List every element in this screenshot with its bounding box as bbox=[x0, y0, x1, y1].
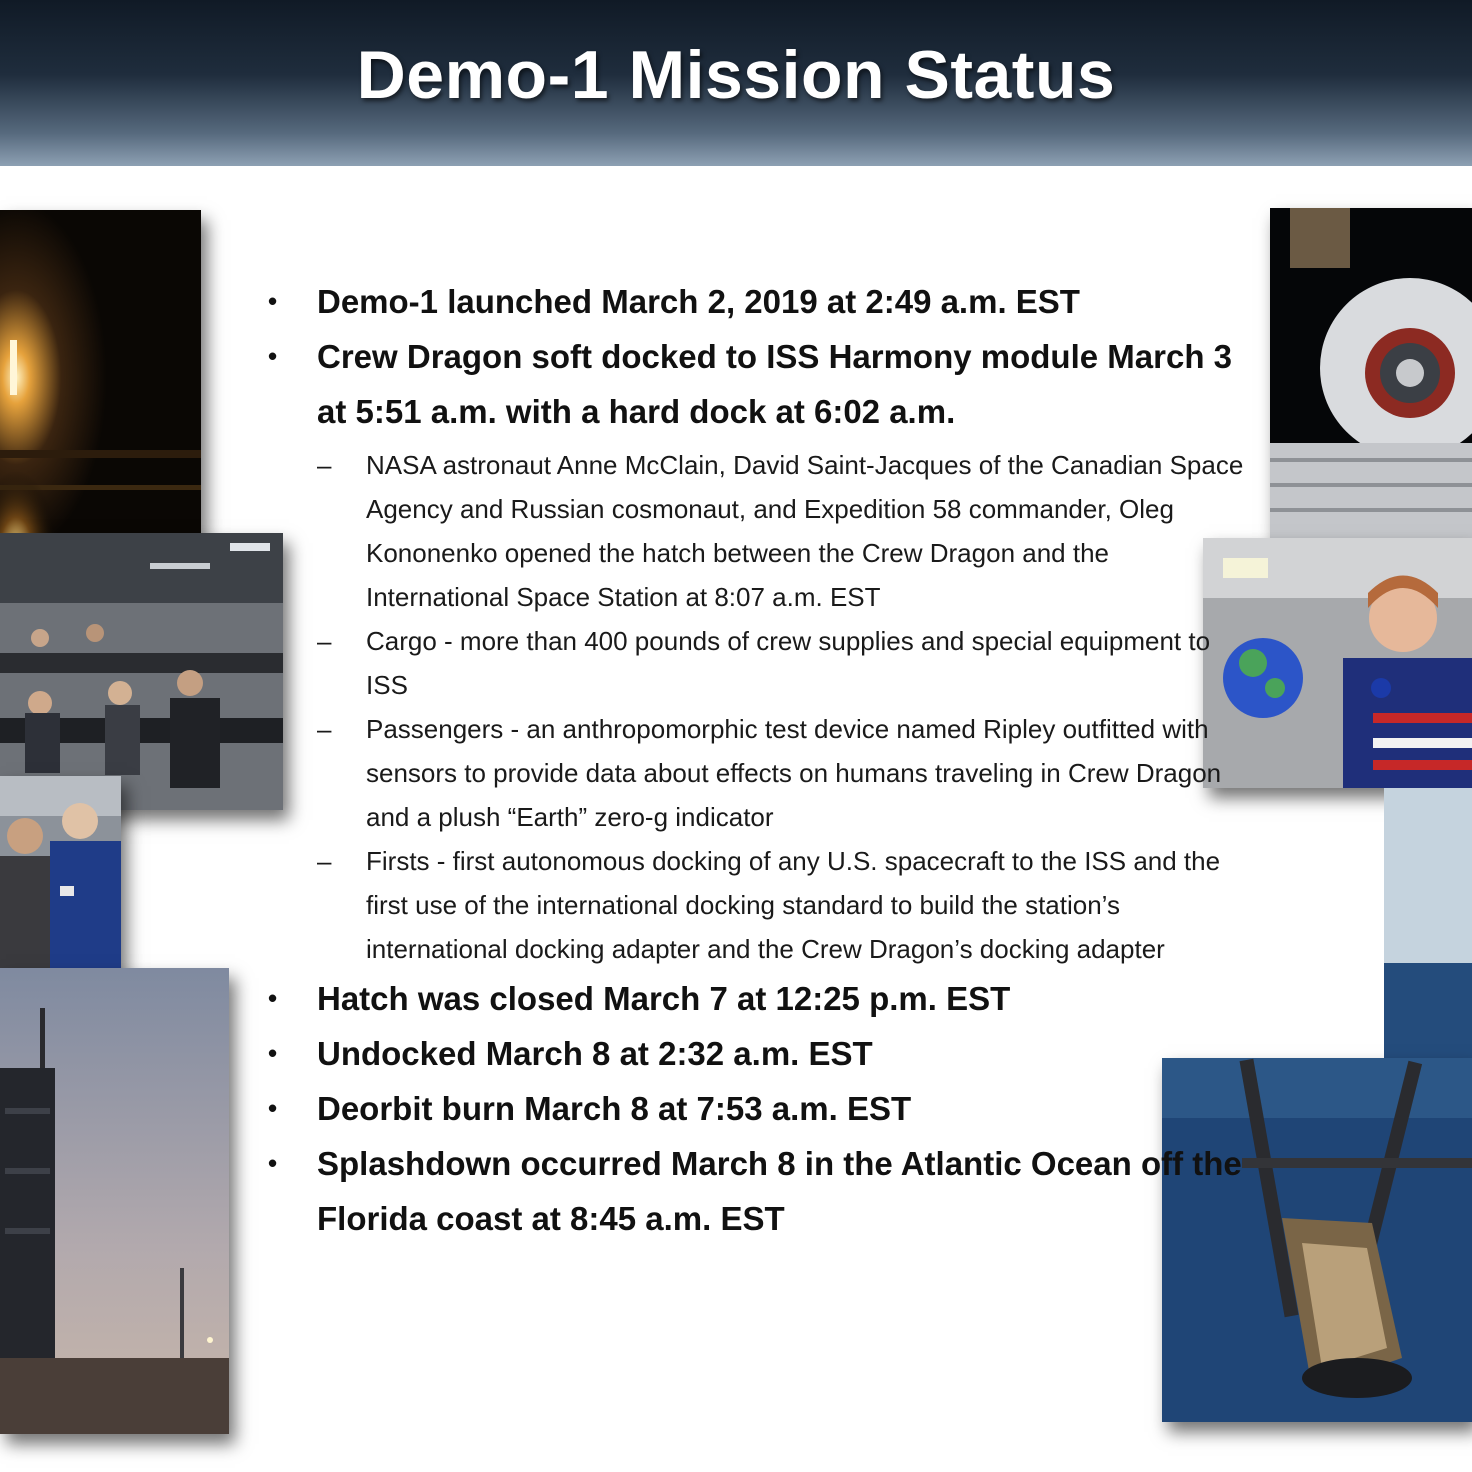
sub-bullet-item bbox=[262, 707, 1252, 839]
slide-title: Demo-1 Mission Status bbox=[356, 37, 1116, 113]
bullet-text: Splashdown occurred March 8 in the Atlantic Ocean off the Florida coast at 8:45 a.m. EST bbox=[317, 1145, 1242, 1237]
bullet-item bbox=[262, 274, 1252, 329]
photo-control-room bbox=[0, 533, 283, 810]
bullet-dot: • bbox=[268, 1038, 278, 1068]
bullet-dot: • bbox=[268, 286, 278, 316]
bullet-text: Hatch was closed March 7 at 12:25 p.m. EST bbox=[317, 980, 1011, 1017]
photo-astronauts-watching bbox=[0, 776, 121, 1000]
sub-bullet-text: Firsts - first autonomous docking of any U.S. spacecraft to the ISS and the first use of the international docking standard to build the station’s international docking adapter and the Crew Dragon’s docking adapter bbox=[366, 846, 1221, 964]
bullet-item bbox=[262, 329, 1252, 439]
sub-bullet-item bbox=[262, 839, 1252, 971]
bullet-dot: • bbox=[268, 341, 278, 371]
title-banner bbox=[0, 0, 1472, 166]
sub-bullet-dash: – bbox=[317, 450, 332, 480]
photo-ocean bbox=[1384, 788, 1472, 1058]
sub-bullet-item bbox=[262, 443, 1252, 619]
bullet-item bbox=[262, 1136, 1252, 1246]
sub-bullet-text: Cargo - more than 400 pounds of crew supplies and special equipment to ISS bbox=[366, 626, 1211, 700]
bullet-text: Demo-1 launched March 2, 2019 at 2:49 a.m. EST bbox=[317, 283, 1080, 320]
sub-bullet-dash: – bbox=[317, 846, 332, 876]
bullet-text: Deorbit burn March 8 at 7:53 a.m. EST bbox=[317, 1090, 912, 1127]
bullet-text: Undocked March 8 at 2:32 a.m. EST bbox=[317, 1035, 873, 1072]
sub-bullet-item bbox=[262, 619, 1252, 707]
bullet-dot: • bbox=[268, 1148, 278, 1178]
bullet-dot: • bbox=[268, 1093, 278, 1123]
sub-bullet-text: NASA astronaut Anne McClain, David Saint-Jacques of the Canadian Space Agency and Russian cosmonaut, and Expedition 58 commander, Oleg Kononenko opened the hatch between the Crew Dragon and the International Space Station at 8:07 a.m. EST bbox=[366, 450, 1244, 612]
bullet-item bbox=[262, 1026, 1252, 1081]
photo-dragon-docked bbox=[1270, 208, 1472, 538]
sub-bullet-dash: – bbox=[317, 714, 332, 744]
bullet-item bbox=[262, 971, 1252, 1026]
bullet-text: Crew Dragon soft docked to ISS Harmony module March 3 at 5:51 a.m. with a hard dock at 6:02 a.m. bbox=[317, 338, 1232, 430]
bullet-item bbox=[262, 1081, 1252, 1136]
bullet-dot: • bbox=[268, 983, 278, 1013]
sub-bullet-text: Passengers - an anthropomorphic test device named Ripley outfitted with sensors to provide data about effects on humans traveling in Crew Dragon and a plush “Earth” zero-g indicator bbox=[366, 714, 1222, 832]
sub-bullet-dash: – bbox=[317, 626, 332, 656]
bullet-list bbox=[262, 274, 1252, 1246]
photo-launch-tower bbox=[0, 968, 229, 1434]
